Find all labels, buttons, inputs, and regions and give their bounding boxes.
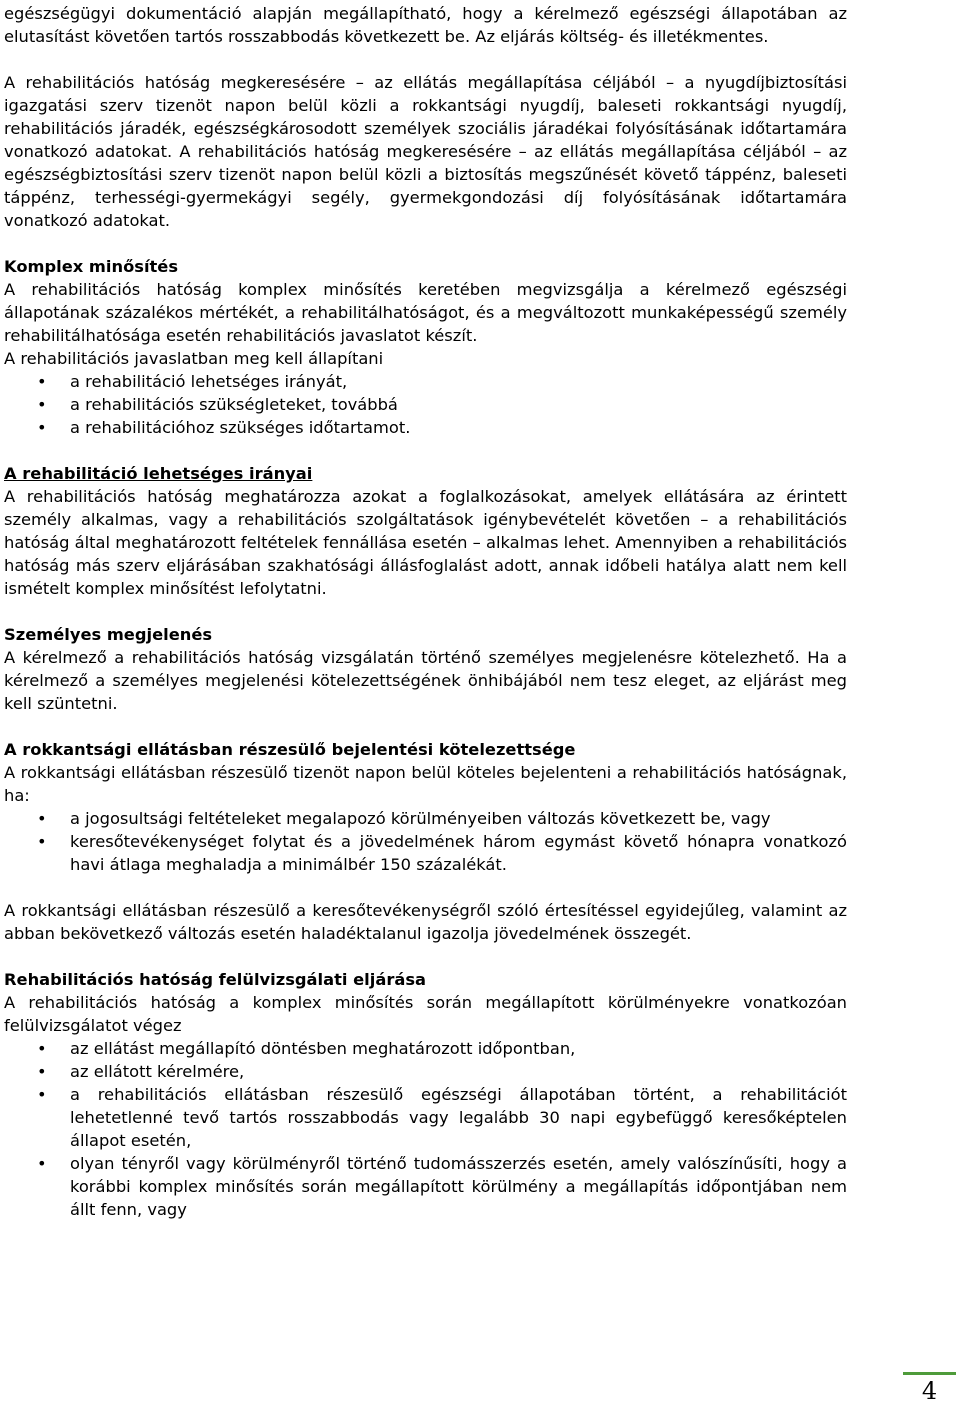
bullet-icon: • xyxy=(37,395,47,414)
list-item xyxy=(4,416,847,439)
section-paragraph: A rokkantsági ellátásban részesülő a keresőtevékenységről szóló értesítéssel egyidejűleg, valamint az abban bekövetkező változás esetén haladéktalanul igazolja jövedelmének összegét. xyxy=(4,901,847,943)
section-felulvizsgalat xyxy=(4,968,847,1221)
list-item xyxy=(4,807,847,830)
list-item-text: keresőtevékenységet folytat és a jövedelmének három egymást követő hónapra vonatkozó havi átlaga meghaladja a minimálbér 150 százalékát. xyxy=(70,832,847,874)
section-paragraph: A rehabilitációs hatóság meghatározza azokat a foglalkozásokat, amelyek ellátására az érintett személy alkalmas, vagy a rehabilitációs szolgáltatások igénybevételét követően – a rehabilitációs hatóság által meghatározott feltételek fennállása esetén – alkalmas lehet. Amennyiben a rehabilitációs hatóság más szerv eljárásában szakhatósági állásfoglalást adott, annak időbeli hatálya alatt nem kell ismételt komplex minősítést lefolytatni. xyxy=(4,487,847,598)
list-item xyxy=(4,370,847,393)
section-paragraph: A rehabilitációs hatóság a komplex minősítés során megállapított körülményekre vonatkozóan felülvizsgálatot végez xyxy=(4,993,847,1035)
list-item-text: az ellátást megállapító döntésben meghatározott időpontban, xyxy=(70,1039,576,1058)
section-heading: Rehabilitációs hatóság felülvizsgálati eljárása xyxy=(4,970,427,989)
list-item-text: a rehabilitációs szükségleteket, továbbá xyxy=(70,395,398,414)
list-item-text: a rehabilitációs ellátásban részesülő egészségi állapotában történt, a rehabilitációt lehetetlenné tevő tartós rosszabbodás vagy legalább 30 napi egybefüggő keresőképtelen állapot esetén, xyxy=(70,1085,847,1150)
list-item-text: a jogosultsági feltételeket megalapozó körülményeiben változás következett be, vagy xyxy=(70,809,771,828)
bullet-list xyxy=(4,370,847,439)
list-item-text: olyan tényről vagy körülményről történő tudomásszerzés esetén, amely valószínűsíti, hogy a korábbi komplex minősítés során megállapított körülmény a megállapítás időpontjában nem állt fenn, vagy xyxy=(70,1154,847,1219)
list-item xyxy=(4,1083,847,1152)
list-item-text: a rehabilitációhoz szükséges időtartamot. xyxy=(70,418,411,437)
list-item xyxy=(4,830,847,876)
bullet-icon: • xyxy=(37,1039,47,1058)
section-paragraph: A rokkantsági ellátásban részesülő tizenöt napon belül köteles bejelenteni a rehabilitációs hatóságnak, ha: xyxy=(4,763,847,805)
list-item-text: az ellátott kérelmére, xyxy=(70,1062,245,1081)
section-iranyai xyxy=(4,462,847,600)
section-paragraph: A rehabilitációs hatóság komplex minősítés keretében megvizsgálja a kérelmező egészségi állapotának százalékos mértékét, a rehabilitálhatóságot, és a megváltozott munkaképességű személy rehabilitálhatósága esetén rehabilitációs javaslatot készít. xyxy=(4,280,847,345)
page-number: 4 xyxy=(921,1377,938,1405)
section-bejelentes xyxy=(4,738,847,945)
intro-paragraph: egészségügyi dokumentáció alapján megállapítható, hogy a kérelmező egészségi állapotában az elutasítást követően tartós rosszabbodás következett be. Az eljárás költség- és illetékmentes. xyxy=(4,4,847,46)
hatosag-paragraph: A rehabilitációs hatóság megkeresésére – az ellátás megállapítása céljából – a nyugdíjbiztosítási igazgatási szerv tizenöt napon belül közli a rokkantsági nyugdíj, baleseti rokkantsági nyugdíj, rehabilitációs járadék, egészségkárosodott személyek szociális járadékai folyósításának időtartamára vonatkozó adatokat. A rehabilitációs hatóság megkeresésére – az ellátás megállapítása céljából – az egészségbiztosítási szerv tizenöt napon belül közli a biztosítás megszűnését követő táppénz, baleseti táppénz, terhességi-gyermekágyi segély, gyermekgondozási díj folyósításának időtartamára vonatkozó adatokat. xyxy=(4,73,847,230)
bullet-icon: • xyxy=(37,418,47,437)
section-heading: Komplex minősítés xyxy=(4,257,179,276)
list-intro: A rehabilitációs javaslatban meg kell állapítani xyxy=(4,349,384,368)
bullet-icon: • xyxy=(37,1154,47,1173)
section-heading: A rokkantsági ellátásban részesülő bejelentési kötelezettsége xyxy=(4,740,576,759)
list-item xyxy=(4,1060,847,1083)
bullet-icon: • xyxy=(37,372,47,391)
section-heading: Személyes megjelenés xyxy=(4,625,213,644)
bullet-list xyxy=(4,807,847,876)
bullet-list xyxy=(4,1037,847,1221)
list-item-text: a rehabilitáció lehetséges irányát, xyxy=(70,372,348,391)
section-komplex xyxy=(4,255,847,439)
bullet-icon: • xyxy=(37,1062,47,1081)
bullet-icon: • xyxy=(37,809,47,828)
section-heading: A rehabilitáció lehetséges irányai xyxy=(4,464,313,483)
bullet-icon: • xyxy=(37,832,47,851)
section-paragraph: A kérelmező a rehabilitációs hatóság vizsgálatán történő személyes megjelenésre kötelezhető. Ha a kérelmező a személyes megjelenési kötelezettségének önhibájából nem tesz eleget, az eljárást meg kell szüntetni. xyxy=(4,648,847,713)
page-number-rule xyxy=(903,1372,956,1375)
bullet-icon: • xyxy=(37,1085,47,1104)
list-item xyxy=(4,393,847,416)
list-item xyxy=(4,1037,847,1060)
section-megjelenes xyxy=(4,623,847,715)
page-number-box xyxy=(903,1372,956,1421)
document-page xyxy=(4,0,847,1221)
list-item xyxy=(4,1152,847,1221)
